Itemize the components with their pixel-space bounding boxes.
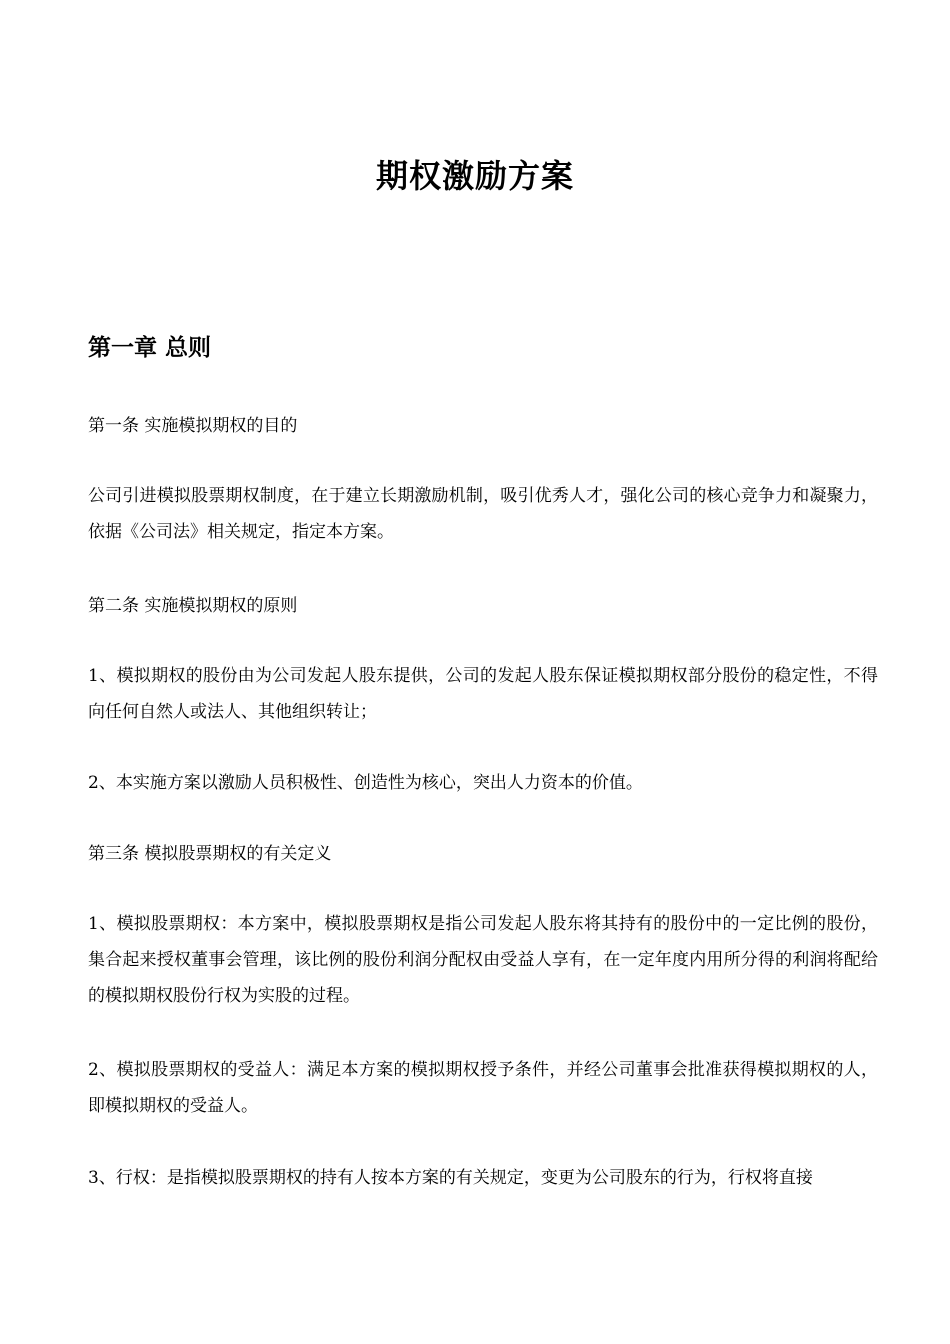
chapter-heading: 第一章 总则 — [88, 335, 212, 361]
document-title: 期权激励方案 — [375, 157, 574, 195]
article-3-item-1: 1、模拟股票期权：本方案中，模拟股票期权是指公司发起人股东将其持有的股份中的一定比例的股份，集合起来授权董事会管理，该比例的股份利润分配权由受益人享有，在一定年度内用所分得的利润将配给的模拟期权股份行权为实股的过程。 — [88, 914, 878, 1006]
article-1-heading: 第一条 实施模拟期权的目的 — [88, 416, 298, 436]
article-3-item-2: 2、模拟股票期权的受益人：满足本方案的模拟期权授予条件，并经公司董事会批准获得模拟期权的人，即模拟期权的受益人。 — [88, 1060, 878, 1116]
article-3-item-3: 3、行权：是指模拟股票期权的持有人按本方案的有关规定，变更为公司股东的行为，行权将直接 — [88, 1168, 813, 1188]
article-3-heading: 第三条 模拟股票期权的有关定义 — [88, 844, 332, 864]
article-2-heading: 第二条 实施模拟期权的原则 — [88, 596, 298, 616]
article-1-paragraph: 公司引进模拟股票期权制度，在于建立长期激励机制，吸引优秀人才，强化公司的核心竞争力和凝聚力，依据《公司法》相关规定，指定本方案。 — [88, 486, 878, 542]
article-2-item-1: 1、模拟期权的股份由为公司发起人股东提供，公司的发起人股东保证模拟期权部分股份的稳定性，不得向任何自然人或法人、其他组织转让； — [88, 666, 878, 722]
article-2-item-2: 2、本实施方案以激励人员积极性、创造性为核心，突出人力资本的价值。 — [88, 773, 643, 793]
